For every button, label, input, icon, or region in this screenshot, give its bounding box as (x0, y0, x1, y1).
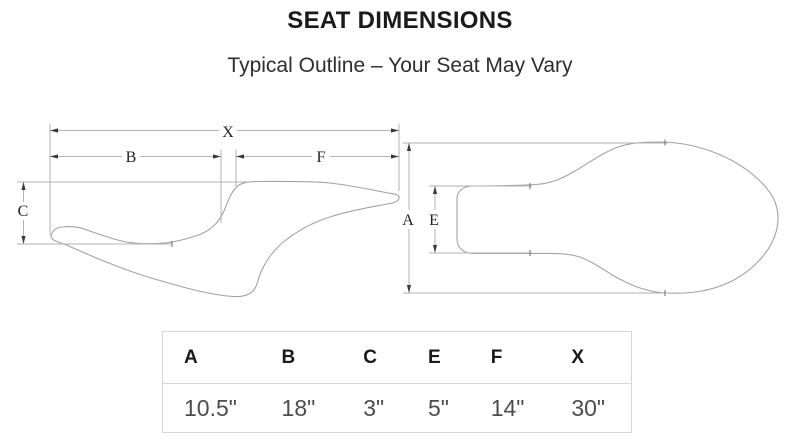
dim-e-label: E (429, 212, 439, 229)
table-value-row (163, 384, 631, 432)
seat-side-profile-outline (51, 181, 399, 296)
table-header-cell-a: A (184, 346, 198, 368)
table-header-cell-b: B (281, 346, 296, 368)
table-header-cell-x: X (571, 346, 585, 368)
table-value-cell-x: 30" (571, 394, 606, 421)
dim-c-label: C (17, 203, 29, 220)
page-subtitle: Typical Outline – Your Seat May Vary (227, 54, 573, 77)
dim-b-label: B (125, 149, 137, 166)
top-view-drawing (399, 140, 778, 297)
table-value-cell-f: 14" (490, 394, 525, 421)
dim-a-label: A (402, 212, 414, 229)
table-value-cell-b: 18" (281, 394, 316, 421)
page-title: SEAT DIMENSIONS (287, 7, 513, 34)
table-value-cell-c: 3" (363, 394, 385, 421)
table-header-cell-c: C (363, 346, 377, 368)
dim-x-label: X (222, 124, 234, 141)
seat-top-view-outline (457, 142, 778, 293)
side-view-drawing (14, 122, 399, 297)
table-header-cell-f: F (490, 346, 503, 368)
table-value-cell-e: 5" (427, 394, 449, 421)
dimensions-table (162, 331, 632, 433)
table-header-cell-e: E (427, 346, 441, 368)
table-header-row (163, 332, 631, 384)
table-value-cell-a: 10.5" (184, 394, 237, 421)
dim-f-label: F (316, 149, 326, 166)
